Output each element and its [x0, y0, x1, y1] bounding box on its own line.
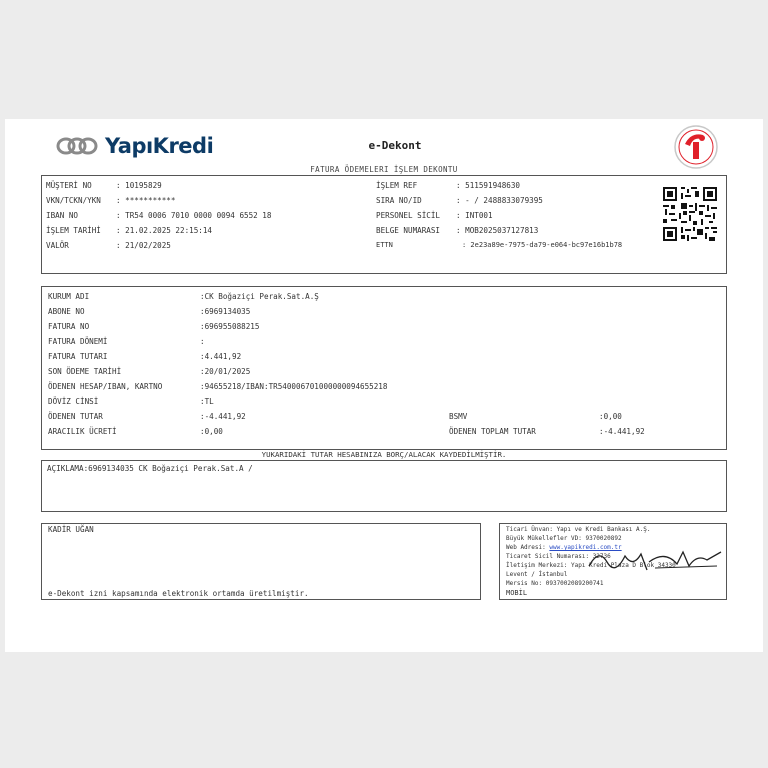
bank-website-link[interactable]: www.yapikredi.com.tr [549, 544, 622, 551]
iban-label: IBAN NO [46, 211, 79, 220]
son-odeme-row [48, 367, 250, 376]
iban-value: : TR54 0006 7010 0000 0094 6552 18 [116, 211, 272, 220]
fatura-donemi-row [48, 337, 205, 346]
web-label: Web Adresi: [506, 544, 546, 551]
belge-numarasi-value: : MOB2025037127813 [456, 226, 539, 235]
valor-value: : 21/02/2025 [116, 241, 171, 250]
signature [585, 544, 725, 578]
description-text: AÇIKLAMA:6969134035 CK Boğaziçi Perak.Sat.A / [47, 464, 253, 473]
bsmv-label: BSMV [449, 412, 468, 421]
doviz-row [48, 397, 214, 406]
sira-no-label: SIRA NO/ID [376, 196, 422, 205]
islem-tarihi-label: İŞLEM TARİHİ [46, 226, 101, 235]
qr-code [661, 185, 719, 247]
musteri-no-value: : 10195829 [116, 181, 162, 190]
odenen-hesap-label: ÖDENEN HESAP/IBAN, KARTNO [48, 382, 163, 391]
channel-label: MOBİL [506, 589, 528, 597]
bsmv-value: :0,00 [599, 412, 622, 421]
fatura-tutari-value: :4.441,92 [200, 352, 242, 361]
bank-line-7: Mersis No: 0937002089200741 [506, 580, 604, 587]
doviz-value: :TL [200, 397, 214, 406]
valor-row [46, 241, 171, 250]
toplam-row [449, 427, 645, 436]
bsmv-row [449, 412, 622, 421]
islem-ref-value: : 511591948630 [456, 181, 521, 190]
document-title: e-Dekont [368, 139, 422, 152]
vkn-value: : *********** [116, 196, 176, 205]
yapikredi-logo [55, 131, 213, 161]
odenen-tutar-value: :-4.441,92 [200, 412, 246, 421]
document-subtitle: FATURA ÖDEMELERI İŞLEM DEKONTU [310, 165, 458, 174]
vkn-row [46, 196, 175, 205]
odenen-hesap-row [48, 382, 387, 391]
odenen-hesap-value: :94655218/IBAN:TR540006701000000094655218 [200, 382, 388, 391]
bank-line-1: Ticari Ünvan: Yapı ve Kredi Bankası A.Ş. [506, 526, 651, 533]
islem-tarihi-row [46, 226, 212, 235]
bank-line-4: Ticaret Sicil Numarası: 32736 [506, 553, 611, 560]
aracilik-value: :0,00 [200, 427, 223, 436]
logo-text: YapıKredi [105, 134, 214, 158]
toplam-label: ÖDENEN TOPLAM TUTAR [449, 427, 536, 436]
islem-tarihi-value: : 21.02.2025 22:15:14 [116, 226, 213, 235]
fatura-donemi-value: : [200, 337, 205, 346]
sira-no-row [376, 196, 543, 205]
bank-line-6: Levent / İstanbul [506, 571, 568, 578]
ettn-label: ETTN [376, 241, 393, 249]
emblem-icon [671, 124, 721, 170]
fatura-tutari-label: FATURA TUTARI [48, 352, 108, 361]
ettn-row [376, 241, 622, 249]
abone-no-label: ABONE NO [48, 307, 85, 316]
qr-code-icon [661, 185, 719, 243]
odenen-tutar-row [48, 412, 246, 421]
personel-sicil-value: : INT001 [456, 211, 493, 220]
kurum-adi-value: :CK Boğaziçi Perak.Sat.A.Ş [200, 292, 319, 301]
odenen-tutar-label: ÖDENEN TUTAR [48, 412, 103, 421]
son-odeme-label: SON ÖDEME TARİHİ [48, 367, 122, 376]
musteri-no-label: MÜŞTERİ NO [46, 181, 92, 190]
valor-label: VALÖR [46, 241, 69, 250]
receipt-page [5, 119, 763, 652]
signature-icon [585, 544, 725, 574]
vkn-label: VKN/TCKN/YKN [46, 196, 101, 205]
doviz-label: DÖVİZ CİNSİ [48, 397, 99, 406]
belge-numarasi-label: BELGE NUMARASI [376, 226, 441, 235]
kurum-adi-label: KURUM ADI [48, 292, 90, 301]
toplam-value: :-4.441,92 [599, 427, 645, 436]
fatura-no-label: FATURA NO [48, 322, 90, 331]
aracilik-row [48, 427, 223, 436]
belge-numarasi-row [376, 226, 538, 235]
sira-no-value: : - / 2488833079395 [456, 196, 543, 205]
yapikredi-logo-icon [55, 135, 99, 157]
islem-ref-label: İŞLEM REF [376, 181, 418, 190]
fatura-no-value: :696955088215 [200, 322, 260, 331]
fatura-tutari-row [48, 352, 241, 361]
aracilik-label: ARACILIK ÜCRETİ [48, 427, 117, 436]
customer-name: KADİR UĞAN [48, 525, 94, 534]
personel-sicil-label: PERSONEL SİCİL [376, 211, 441, 220]
bank-line-2: Büyük Mükellefler VD: 9370020892 [506, 535, 622, 542]
fatura-donemi-label: FATURA DÖNEMİ [48, 337, 108, 346]
bank-line-5: İletişim Merkezi: Yapı Kredi Plaza D Blok 34330 [506, 562, 676, 569]
fatura-no-row [48, 322, 259, 331]
kurum-adi-row [48, 292, 319, 301]
iban-row [46, 211, 271, 220]
abone-no-value: :6969134035 [200, 307, 251, 316]
ettn-value: : 2e23a89e-7975-da79-e064-bc97e16b1b78 [462, 241, 623, 249]
personel-sicil-row [376, 211, 493, 220]
islem-ref-row [376, 181, 520, 190]
musteri-no-row [46, 181, 162, 190]
electronic-note: e-Dekont izni kapsamında elektronik ortamda üretilmiştir. [48, 589, 309, 598]
abone-no-row [48, 307, 250, 316]
son-odeme-value: :20/01/2025 [200, 367, 251, 376]
debit-notice: YUKARIDAKİ TUTAR HESABINIZA BORÇ/ALACAK KAYDEDİLMİŞTİR. [261, 450, 507, 459]
